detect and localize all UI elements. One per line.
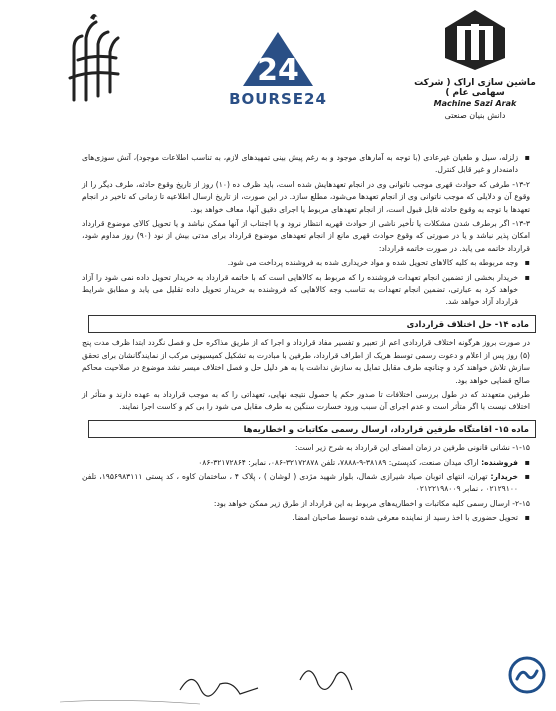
- clause-13-3: ۱۳-۳- اگر برطرف شدن مشکلات یا تأخیر ناشی از حوادث قهریه انتظار نرود و یا اجتناب از آنها ممکن نباشد و یا تحویل کالای موضوع قرارداد امکان پذیر نباشد و یا در صورتی که وقوع حوادث قهری مانع از انجام تعهدهای موضوع قرارداد برای مدتی بیش از نود (۹۰) روز مداوم شود، قرارداد خاتمه می یابد. در صورت خاتمه قرارداد:: [82, 219, 530, 253]
- watermark-text: BOURSE24: [229, 90, 327, 108]
- seller-address: [82, 457, 530, 469]
- signature-right: [300, 671, 352, 690]
- bullet-guarantee-release: ▪ خریدار بخشی از تضمین انجام تعهدات فروشنده را که مربوط به کالاهایی است که با خاتمه قرارداد به خریدار تحویل داده نمی شود را آزاد خواهد کرد به عبارتی، تضمین انجام تعهدات به تناسب وجه کالاهایی که فروشنده به خریدار تحویل داده تقلیل می یابد و مطابق شرایط قرارداد آزاد خواهد شد.: [82, 272, 530, 309]
- section-15-title: ماده ۱۵- اقامتگاه طرفین قرارداد، ارسال رسمی مکاتبات و اخطاریه‌ها: [88, 420, 536, 438]
- company-emblem-icon: [443, 8, 507, 72]
- clause-14-1: در صورت بروز هرگونه اختلاف قراردادی اعم از تعبیر و تفسیر مفاد قرارداد و اجرا که از طریق مذاکره حل و فصل نگردد ابتدا ظرف مدت پنج (۵) روز پس از اعلام و دعوت رسمی توسط هریک از اطراف قرارداد، طرفین با مبادرت به تشکیل کمیسیونی مرکب از نمایندگانشان برای تحقق سازش تلاش خواهند کرد و چنانچه طرف مقابل تمایل به سازش نداشت یا به هر دلیل حل و فصل اختلاف میسر نشد موضوع در صلاحیت محاکم صالح قضایی خواهد بود.: [82, 338, 530, 385]
- contract-body: [82, 152, 530, 527]
- company-motto: دانش بنیان صنعتی: [444, 111, 506, 120]
- company-name-en: Machine Sazi Arak: [433, 99, 517, 108]
- buyer-label: خریدار:: [490, 471, 518, 481]
- company-name: [400, 78, 550, 98]
- seller-text: اراک میدان صنعت، کدپستی: ۳۸۱۸۹-۹-۷۸۸۸، تلفن ۳۲۱۷۲۸۷۸-۰۸۶، نمابر: ۳۲۱۷۲۸۶۴-۰۸۶: [198, 457, 479, 467]
- buyer-logo: [60, 8, 130, 108]
- company-type-fa: ( شرکت سهامی عام ): [414, 78, 505, 98]
- watermark-mark-icon: [233, 30, 323, 90]
- clause-15-2: ۲-۱۵- ارسال رسمی کلیه مکاتبات و اخطاریه‌های مربوط به این قرارداد از طرق زیر ممکن خواهد بود:: [213, 498, 530, 508]
- corner-badge-icon: [508, 656, 546, 694]
- signature-left: [180, 679, 258, 696]
- watermark-mark-text: 24: [257, 53, 299, 88]
- signature-area: [0, 650, 556, 711]
- watermark-logo: [218, 30, 338, 110]
- clause-14-2: طرفین متعهدند که در طول بررسی اختلافات تا صدور حکم یا حصول نتیجه نهایی، تعهداتی را که به موجب قرارداد به عهده دارند و متأثر از اختلاف نیست با اگر متأثر است و عدم اجرای آن سبب ورود خسارت سنگین به طرف مقابل می شود را بی کم و کاست اجرا نمایند.: [82, 389, 530, 412]
- company-logo: [400, 8, 550, 128]
- buyer-text: تهران، انتهای اتوبان صیاد شیرازی شمال، بلوار شهید مژدی ( لوشان ) ، پلاک ۴ ، ساختمان کاوه ، کد پستی ۱۹۵۶۹۸۳۱۱۱، تلفن ۰۲۱۲۹۱۰۰ ، نمابر ۰۲۱۲۲۱۹۸۰۰۹: [82, 471, 518, 494]
- bullet-payment: ▪ وجه مربوطه به کلیه کالاهای تحویل شده و مواد خریداری شده به فروشنده پرداخت می شود.: [82, 257, 530, 269]
- clause-15-1: ۱-۱۵- نشانی قانونی طرفین در زمان امضای این قرارداد به شرح زیر است:: [295, 443, 530, 453]
- company-name-fa: ماشین سازی اراک: [453, 78, 536, 88]
- seller-label: فروشنده:: [481, 457, 518, 467]
- bullet-force-majeure-examples: ▪ زلزله، سیل و طغیان غیرعادی (با توجه به آمارهای موجود و به رغم پیش بینی تمهیدهای لازم، به تناسب اطلاعات موجود)، آتش سوزی‌های دامنه‌دار و غیر قابل کنترل.: [82, 152, 530, 177]
- section-14-title: ماده ۱۴- حل اختلاف قراردادی: [88, 315, 536, 333]
- bullet-hand-delivery: ▪ تحویل حضوری با اخذ رسید از نماینده معرفی شده توسط صاحبان امضا.: [82, 512, 530, 524]
- buyer-address: [82, 471, 530, 496]
- clause-13-2: ۱۳-۲- طرفی که حوادث قهری موجب ناتوانی وی در انجام تعهدهایش شده است، باید ظرف ده (۱۰) روز از تاریخ وقوع حادثه، طرف دیگر را از وقوع آن و دلایلی که موجب ناتوانی وی از انجام تعهدها می‌شود، مطلع سازد. در این صورت، از تاریخ ارسال اطلاعیه تا زمانی که تاخیر در انجام تعهدها با توجه به وقوع حادثه قابل قبول است، از انجام تعهدهای مربوط یا اجرای دقیق آنها، معاف خواهد بود.: [82, 179, 530, 214]
